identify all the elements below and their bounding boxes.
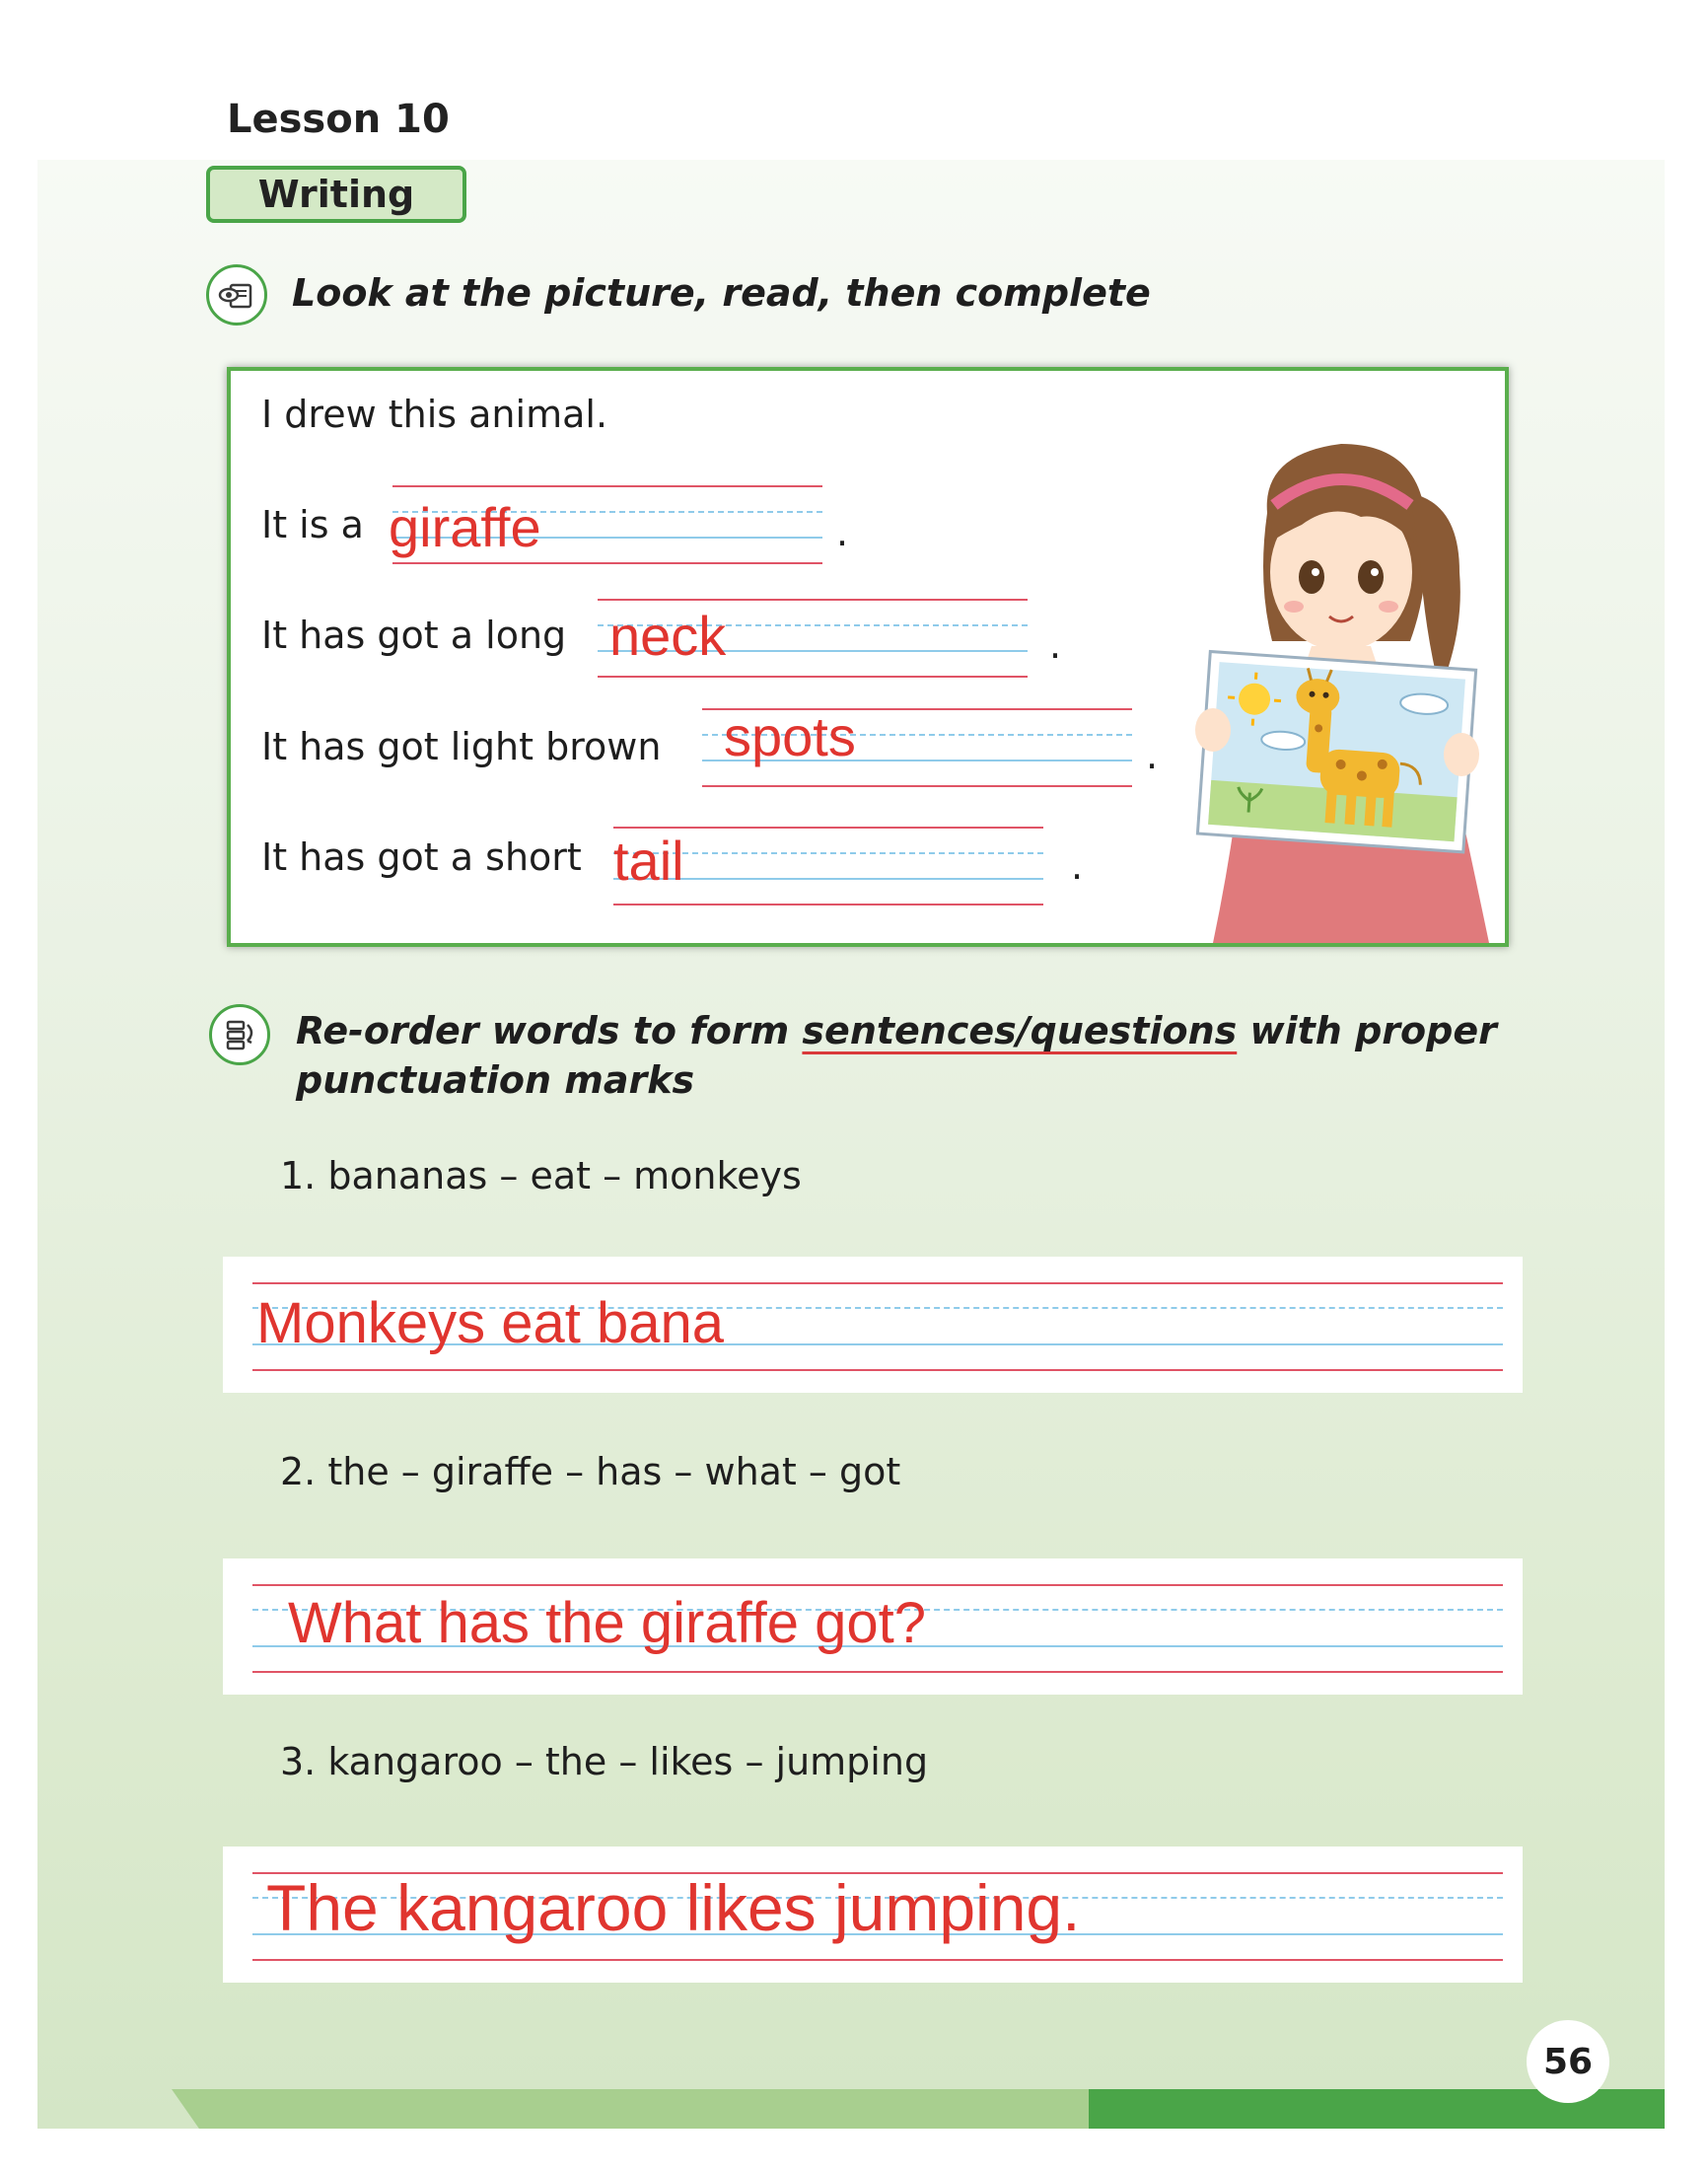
sentence-3-prompt: It has got light brown	[261, 725, 662, 768]
section2-instruction-start: Re-order words to form	[296, 1009, 803, 1052]
page-number: 56	[1527, 2020, 1609, 2103]
sentence-4-answer: tail	[613, 830, 684, 892]
sentence-4-prompt: It has got a short	[261, 835, 582, 879]
eye-pencil-icon	[206, 264, 267, 326]
reorder-question-1: 1. bananas – eat – monkeys	[280, 1154, 802, 1197]
sentence-2-answer: neck	[609, 605, 727, 667]
section2-instruction-line2: punctuation marks	[296, 1058, 695, 1102]
section2-instruction-underlined: sentences/questions	[802, 1009, 1238, 1052]
lesson-title: Lesson 10	[227, 97, 450, 142]
sentence-3-period: .	[1146, 734, 1159, 777]
girl-with-giraffe-drawing-illustration	[1174, 434, 1503, 943]
section2-instruction	[296, 1006, 1497, 1105]
reorder-answer-3: The kangaroo likes jumping.	[266, 1871, 1081, 1944]
section1-instruction: Look at the picture, read, then complete	[292, 271, 1151, 315]
reorder-answer-1: Monkeys eat bana	[256, 1291, 724, 1355]
sentence-2-prompt: It has got a long	[261, 614, 567, 657]
sentence-2-period: .	[1049, 623, 1062, 667]
sentence-3-answer: spots	[724, 705, 856, 767]
reorder-question-2: 2. the – giraffe – has – what – got	[280, 1450, 901, 1493]
sentence-1-period: .	[836, 511, 849, 554]
sentence-1-answer: giraffe	[389, 496, 541, 558]
footer-stripe-light	[172, 2089, 1089, 2129]
sentence-4-period: .	[1071, 844, 1084, 888]
reorder-icon	[209, 1004, 270, 1065]
sentence-1-prompt: It is a	[261, 503, 364, 546]
section2-instruction-end: with proper	[1237, 1009, 1497, 1052]
writing-badge: Writing	[206, 166, 466, 223]
intro-sentence: I drew this animal.	[261, 393, 608, 436]
reorder-question-3: 3. kangaroo – the – likes – jumping	[280, 1740, 929, 1783]
reorder-answer-2: What has the giraffe got?	[288, 1591, 927, 1655]
